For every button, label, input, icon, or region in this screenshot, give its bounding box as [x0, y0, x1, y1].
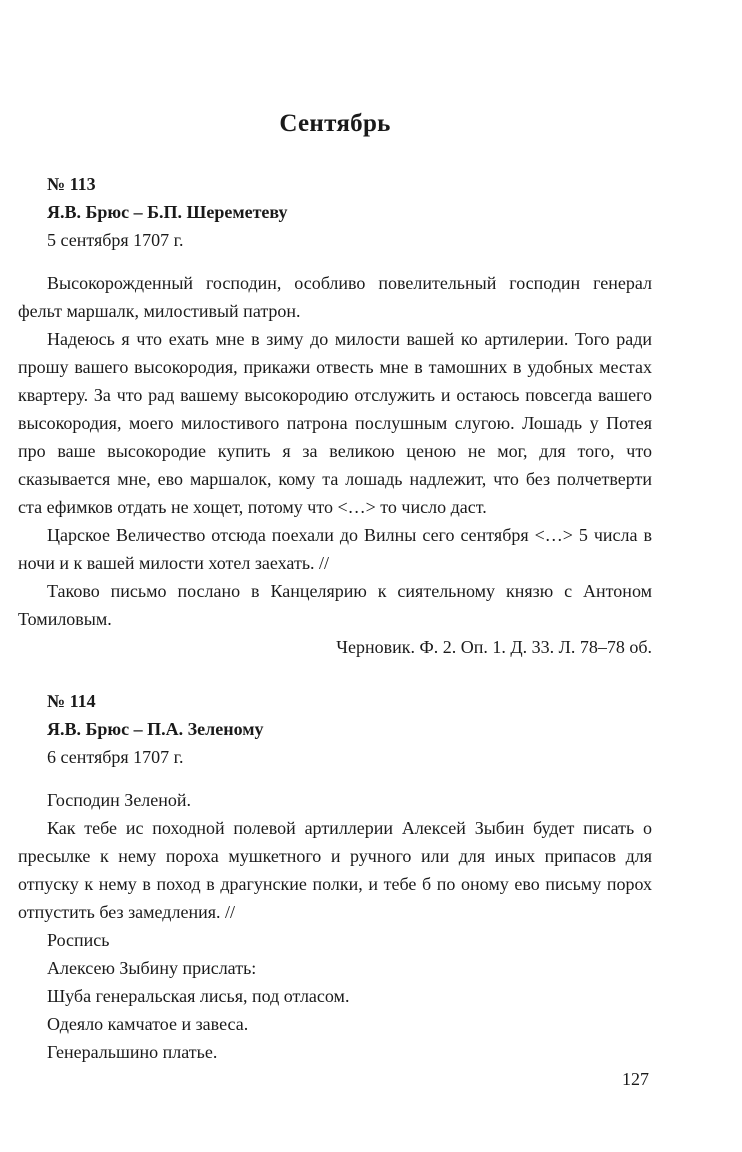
- paragraph: Алексею Зыбину прислать:: [47, 958, 257, 978]
- document-header: Я.В. Брюс – Б.П. Шереметеву: [47, 202, 288, 222]
- paragraph: Как тебе ис походной полевой артиллерии Алексей Зыбин будет писать о пресылке к нему пороха мушкетного и ручного или для иных припасов для отпуску к нему в поход в драгунские полки, и тебе б по оному ево письму порох отпустить без замедления. //: [18, 818, 652, 922]
- page-number: 127: [622, 1069, 649, 1089]
- paragraph: Одеяло камчатое и завеса.: [47, 1014, 249, 1034]
- paragraph: Генеральшино платье.: [47, 1042, 218, 1062]
- chapter-title: Сентябрь: [279, 110, 391, 137]
- document-number: № 114: [47, 691, 96, 711]
- paragraph: Шуба генеральская лисья, под отласом.: [47, 986, 350, 1006]
- document-header: Я.В. Брюс – П.А. Зеленому: [47, 719, 264, 739]
- paragraph: Высокорожденный господин, особливо повелительный господин генерал фельт маршалк, милостивый патрон.: [18, 273, 652, 321]
- document-date: 6 сентября 1707 г.: [47, 747, 184, 767]
- document-number: № 113: [47, 174, 96, 194]
- paragraph: Надеюсь я что ехать мне в зиму до милости вашей ко артилерии. Того ради прошу вашего высокородия, прикажи отвесть мне в тамошних в удобных местах квартеру. За что рад вашему высокородию отслужить и остаюсь повсегда вашего высокородия, моего милостивого патрона послушным слугою. Лошадь у Потея про ваше высокородие купить я за великою ценою не мог, для того, что сказывается мне, ево маршалок, кому та лошадь надлежит, что без полчетверти ста ефимков отдать не хощет, потому что <…> то число даст.: [18, 329, 652, 517]
- paragraph: Господин Зеленой.: [47, 790, 192, 810]
- paragraph: Роспись: [47, 930, 110, 950]
- paragraph: Таково письмо послано в Канцелярию к сиятельному князю с Антоном Томиловым.: [18, 581, 652, 629]
- document-114: [18, 687, 652, 1066]
- paragraph: Царское Величество отсюда поехали до Вилны сего сентября <…> 5 числа в ночи и к вашей милости хотел заехать. //: [18, 525, 652, 573]
- document-date: 5 сентября 1707 г.: [47, 230, 184, 250]
- archive-source: Черновик. Ф. 2. Оп. 1. Д. 33. Л. 78–78 об.: [336, 637, 652, 657]
- document-113: [18, 170, 652, 661]
